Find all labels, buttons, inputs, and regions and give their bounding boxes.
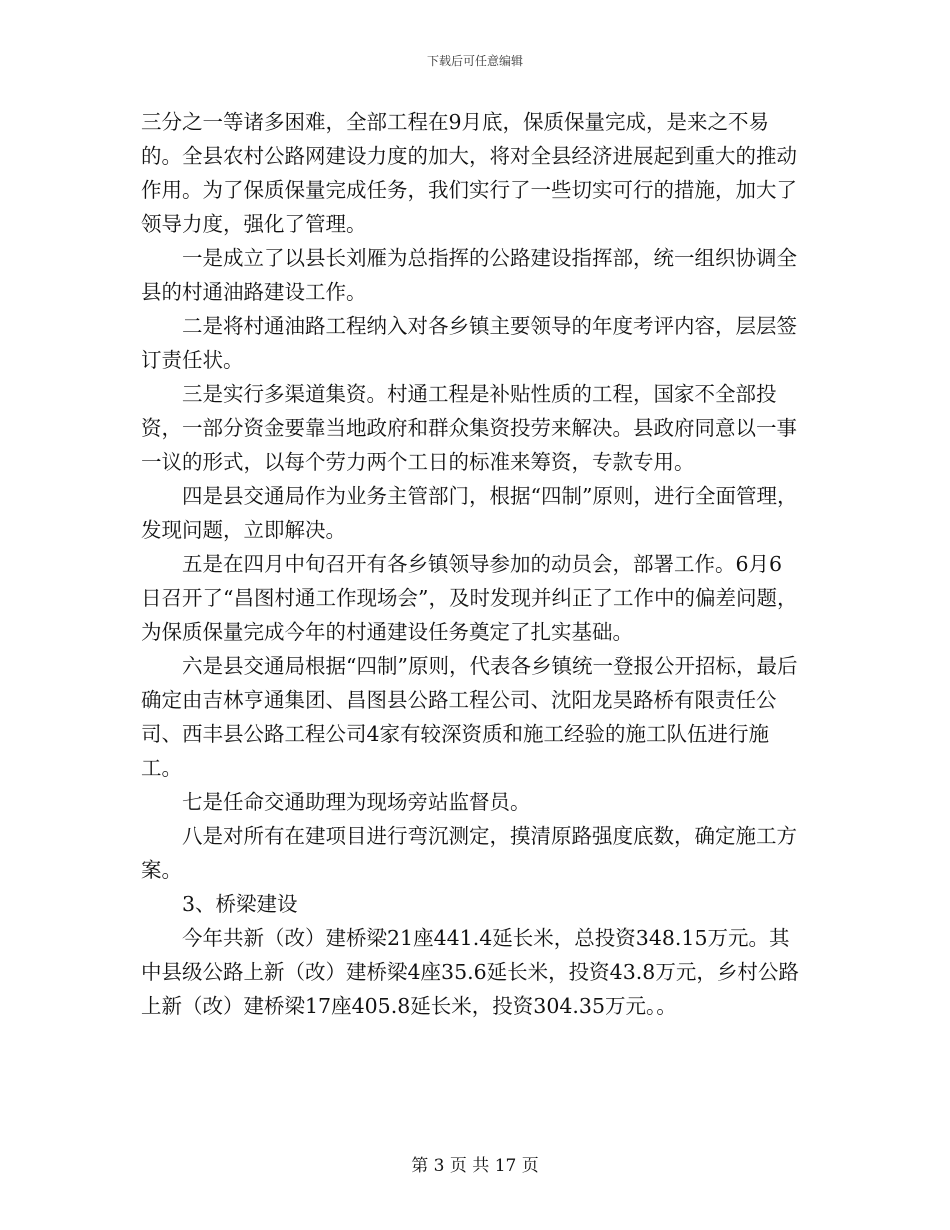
paragraph-item-1: 一是成立了以县长刘雁为总指挥的公路建设指挥部，统一组织协调全县的村通油路建设工作。 bbox=[141, 246, 797, 304]
page-number: 第 3 页 共 17 页 bbox=[411, 1156, 539, 1176]
paragraph-item-8: 八是对所有在建项目进行弯沉测定，摸清原路强度底数，确定施工方案。 bbox=[141, 824, 797, 882]
paragraph-item-2: 二是将村通油路工程纳入对各乡镇主要领导的年度考评内容，层层签订责任状。 bbox=[141, 314, 797, 372]
paragraph-item-6: 六是县交通局根据“四制”原则，代表各乡镇统一登报公开招标，最后确定由吉林亨通集团、昌图县公路工程公司、沈阳龙昊路桥有限责任公司、西丰县公路工程公司4家有较深资质和施工经验的施工队伍进行施工。 bbox=[141, 654, 798, 780]
paragraph-continuation: 三分之一等诸多困难，全部工程在9月底，保质保量完成，是来之不易的。全县农村公路网建设力度的加大，将对全县经济进展起到重大的推动作用。为了保质保量完成任务，我们实行了一些切实可行的措施，加大了领导力度，强化了管理。 bbox=[141, 110, 797, 236]
section-heading: 3、桥梁建设 bbox=[182, 892, 298, 916]
paragraph-bridge: 今年共新（改）建桥梁21座441.4延长米，总投资348.15万元。其中县级公路上新（改）建桥梁4座35.6延长米，投资43.8万元，乡村公路上新（改）建桥梁17座405.8延长米，投资304.35万元。。 bbox=[141, 926, 799, 1018]
paragraph-item-7: 七是任命交通助理为现场旁站监督员。 bbox=[182, 790, 531, 814]
paragraph-item-5: 五是在四月中旬召开有各乡镇领导参加的动员会，部署工作。6月6日召开了“昌图村通工作现场会”，及时发现并纠正了工作中的偏差问题，为保质保量完成今年的村通建设任务奠定了扎实基础。 bbox=[141, 552, 798, 644]
body-text bbox=[141, 105, 801, 1023]
header-note: 下载后可任意编辑 bbox=[426, 54, 523, 68]
paragraph-item-4: 四是县交通局作为业务主管部门，根据“四制”原则，进行全面管理，发现问题，立即解决。 bbox=[141, 484, 798, 542]
paragraph-item-3: 三是实行多渠道集资。村通工程是补贴性质的工程，国家不全部投资，一部分资金要靠当地政府和群众集资投劳来解决。县政府同意以一事一议的形式，以每个劳力两个工日的标准来筹资，专款专用。 bbox=[141, 382, 797, 474]
